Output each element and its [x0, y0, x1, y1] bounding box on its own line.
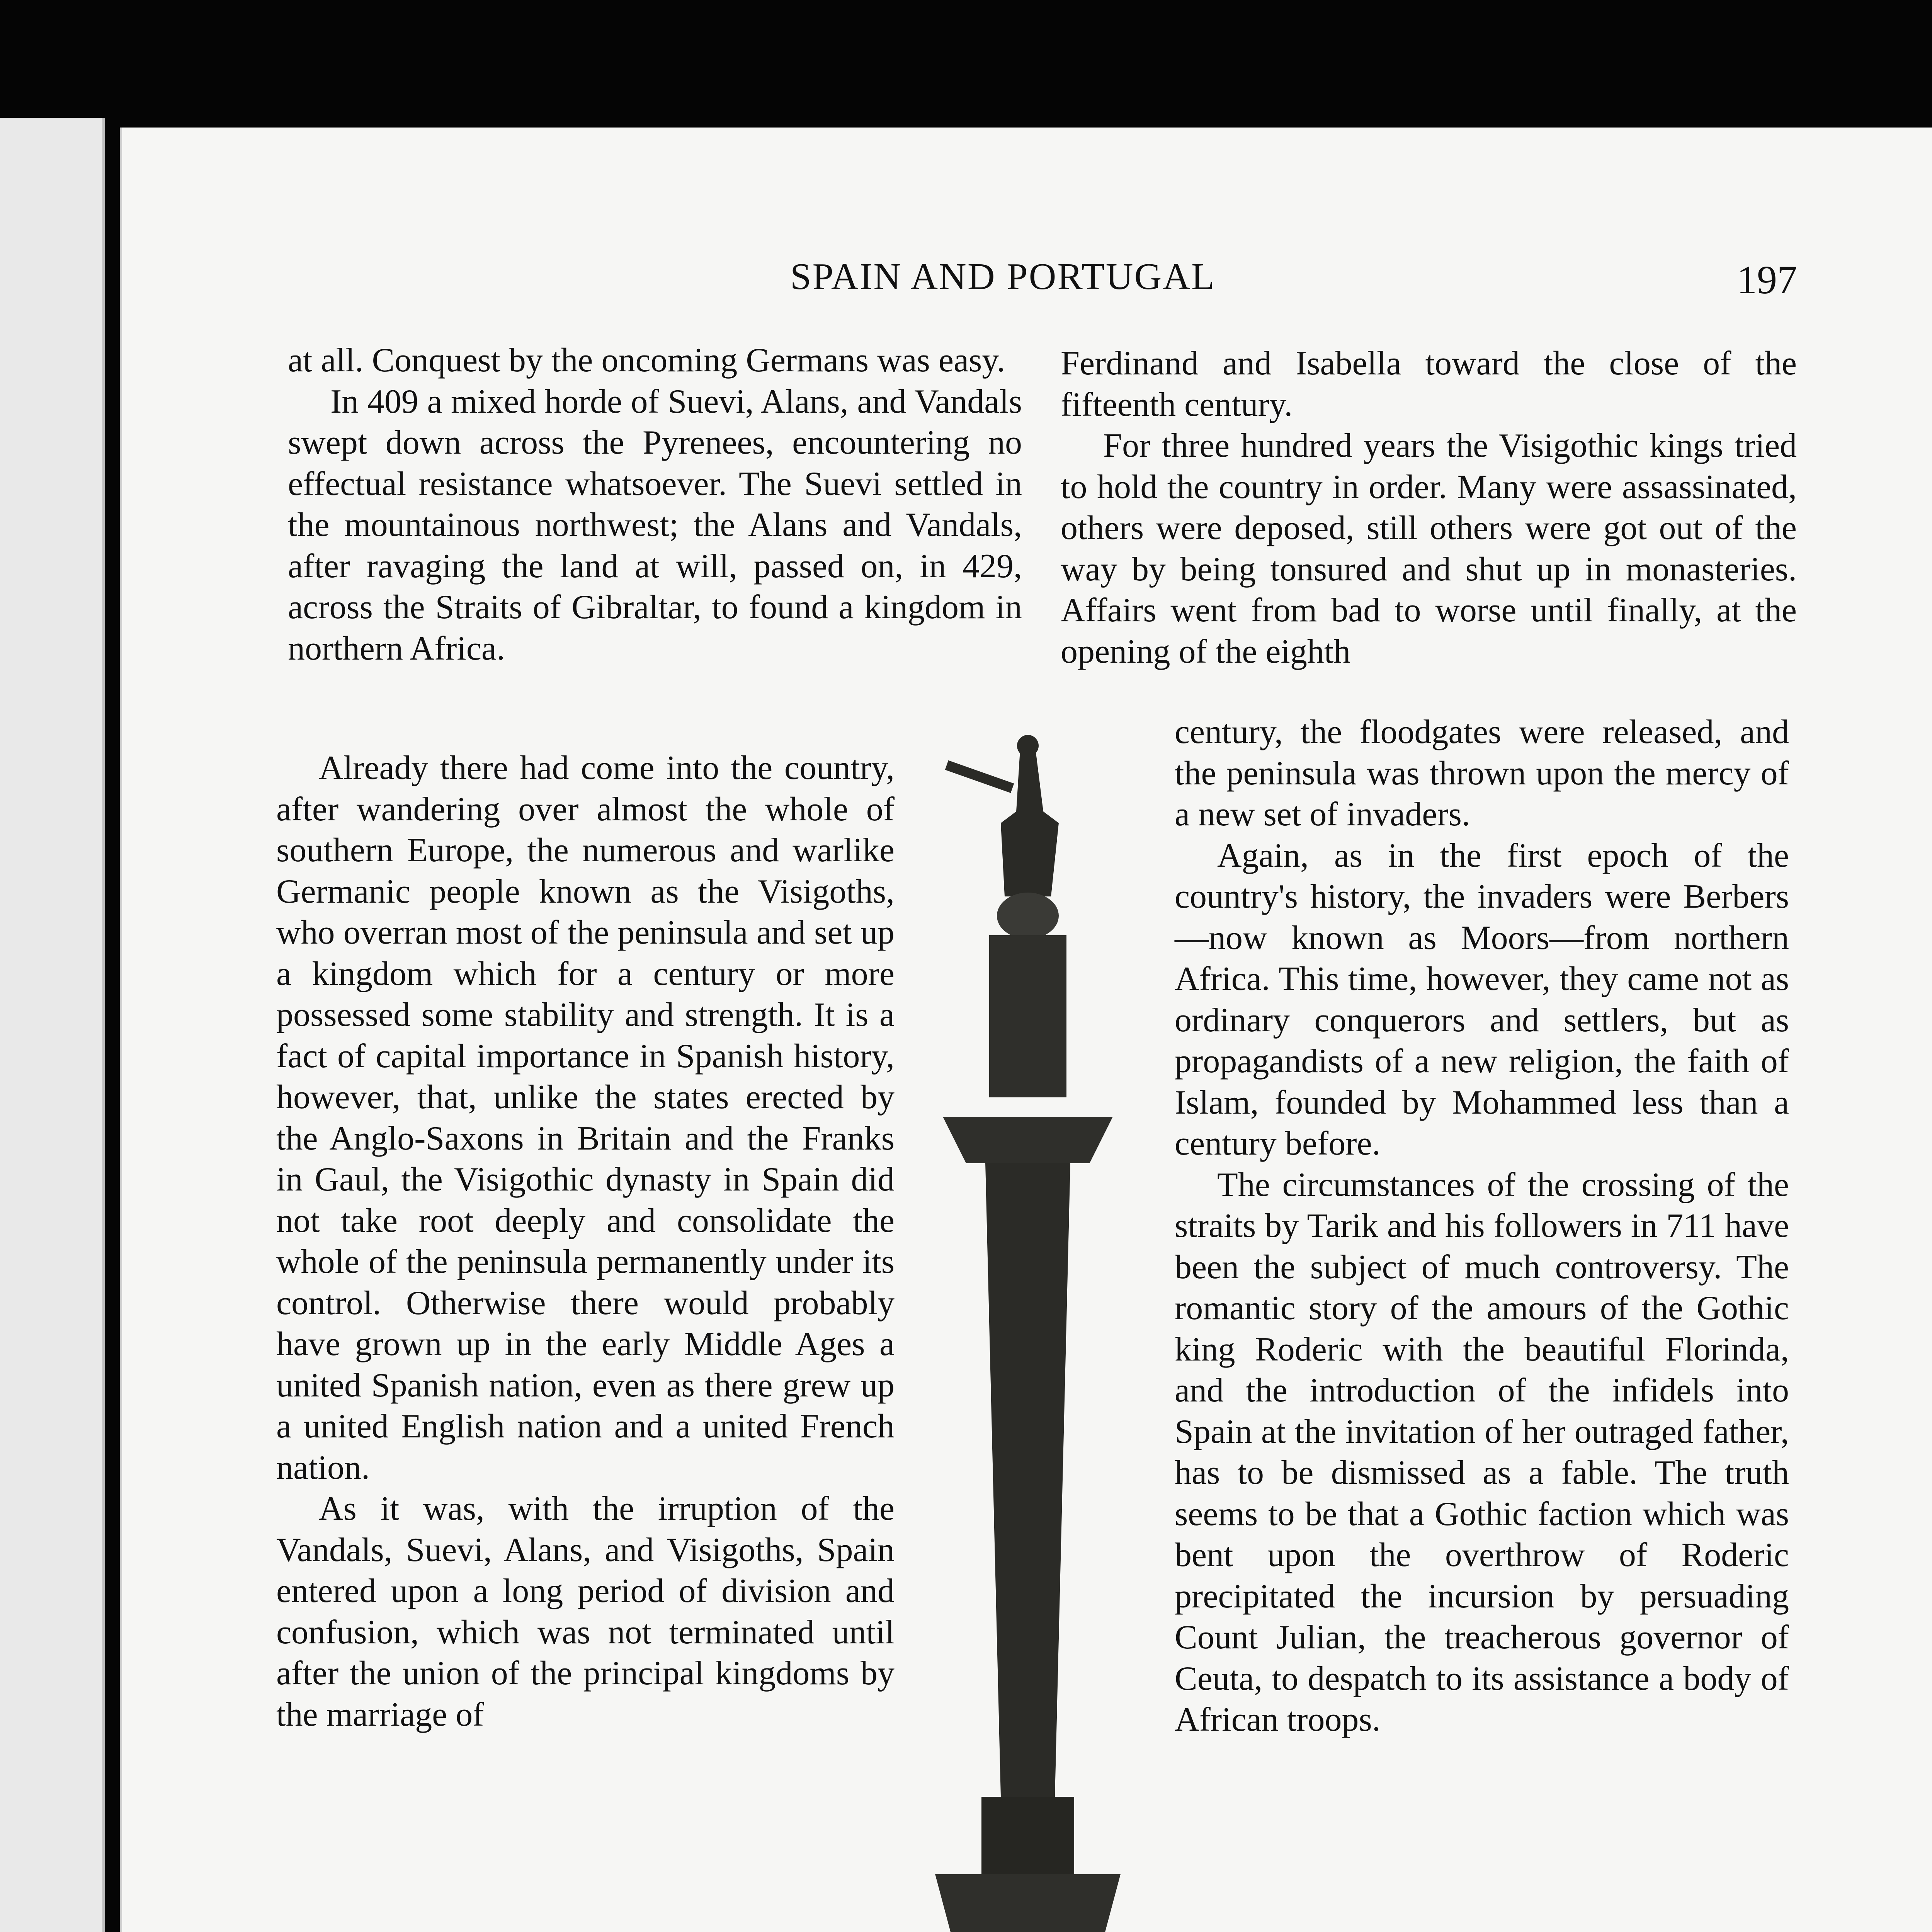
right-column-top [1061, 343, 1797, 672]
paragraph: at all. Conquest by the oncoming Germans was easy. [288, 342, 1005, 379]
paragraph: century, the floodgates were released, and the peninsula was thrown upon the mercy of a new set of invaders. [1175, 713, 1789, 833]
adjacent-page-edge [0, 118, 105, 1932]
paragraph: Already there had come into the country, after wandering over almost the whole of southern Europe, the numerous and warlike Germanic people known as the Visigoths, who overran most of the peninsula and set up a kingdom which for a century or more possessed some stability and strength. It is a fact of capital importance in Spanish history, however, that, unlike the states erected by the Anglo-Saxons in Britain and the Franks in Gaul, the Visigothic dynasty in Spain did not take root deeply and consolidate the whole of the peninsula permanently under its control. Otherwise there would probably have grown up in the early Middle Ages a united Spanish nation, even as there grew up a united English nation and a united French nation. [276, 749, 895, 1486]
paragraph: For three hundred years the Visigothic kings tried to hold the country in order. Many were assassinated, others were deposed, still others were got out of the way by being tonsured and shut up in monasteries. Affairs went from bad to worse until finally, at the opening of the eighth [1061, 427, 1797, 670]
paragraph: Ferdinand and Isabella toward the close of the fifteenth century. [1061, 345, 1797, 423]
monument-column-icon [889, 734, 1179, 1932]
paragraph: Again, as in the first epoch of the country's history, the invaders were Berbers—now known as Moors—from northern Africa. This time, however, they came not as ordinary conquerors and settlers, but as propagandists of a new religion, the faith of Islam, founded by Mohammed less than a century before. [1175, 837, 1789, 1162]
paragraph: In 409 a mixed horde of Suevi, Alans, and Vandals swept down across the Pyrenees, encountering no effectual resistance whatsoever. The Suevi settled in the mountainous northwest; the Alans and Vandals, after ravaging the land at will, passed on, in 429, across the Straits of Gibraltar, to found a kingdom in northern Africa. [288, 383, 1022, 667]
left-column-narrow [276, 748, 895, 1735]
left-column-top [288, 340, 1022, 669]
right-column-narrow [1175, 712, 1789, 1741]
page-number: 197 [1737, 258, 1797, 302]
paragraph: The circumstances of the crossing of the straits by Tarik and his followers in 711 have been the subject of much controversy. The romantic story of the amours of the Gothic king Roderic with the beautiful Florinda, and the introduction of the infidels into Spain at the invitation of her outraged father, has to be dismissed as a fable. The truth seems to be that a Gothic faction which was bent upon the overthrow of Roderic precipitated the incursion by persuading Count Julian, the treacherous governor of Ceuta, to despatch to its assistance a body of African troops. [1175, 1166, 1789, 1738]
paragraph: As it was, with the irruption of the Vandals, Suevi, Alans, and Visigoths, Spain entered upon a long period of division and confusion, which was not terminated until after the union of the principal kingdoms by the marriage of [276, 1490, 895, 1733]
running-header: SPAIN AND PORTUGAL [790, 256, 1216, 298]
